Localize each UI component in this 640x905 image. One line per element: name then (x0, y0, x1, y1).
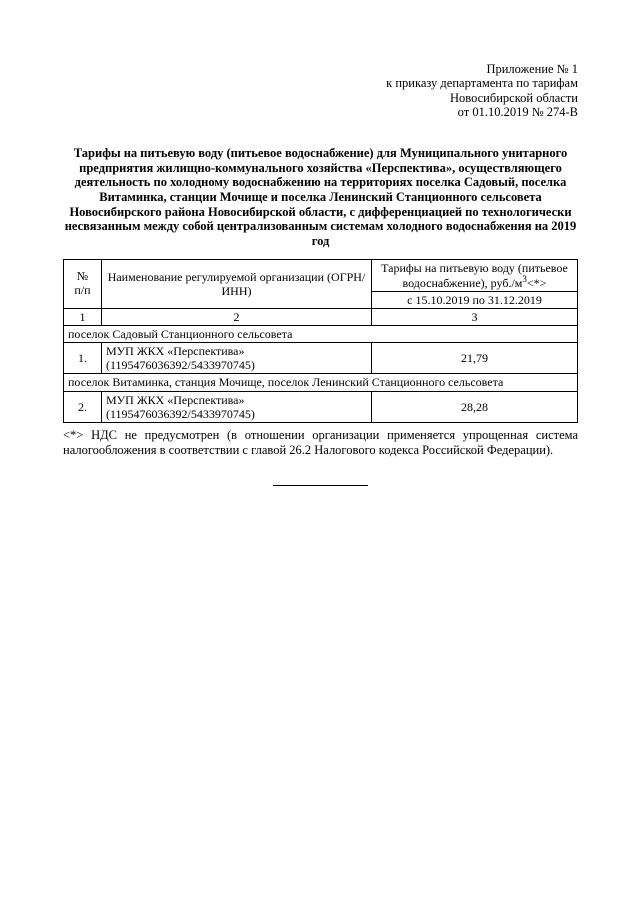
row-number-cell: 2. (64, 391, 102, 422)
table-row (64, 343, 578, 374)
tariff-value-cell: 28,28 (372, 391, 578, 422)
organization-ogrn-inn: (1195476036392/5433970745) (106, 358, 255, 373)
end-divider-line (273, 485, 368, 486)
organization-cell (102, 343, 372, 374)
section-row (64, 326, 578, 343)
column-number-1: 1 (64, 308, 102, 325)
tariff-table (63, 259, 578, 423)
footnote: <*> НДС не предусмотрен (в отношении организации применяется упрощенная система налогообложения в соответствии с главой 26.2 Налогового кодекса Российской Федерации). (63, 427, 578, 457)
organization-ogrn-inn: (1195476036392/5433970745) (106, 406, 255, 421)
header-line-date-number: от 01.10.2019 № 274-В (457, 104, 578, 119)
section-title-vitaminka: поселок Витаминка, станция Мочище, поселок Ленинский Станционного сельсовета (64, 374, 578, 391)
header-line-appendix: Приложение № 1 (486, 62, 578, 76)
tariff-value-cell: 21,79 (372, 343, 578, 374)
organization-name: МУП ЖКХ «Перспектива» (106, 344, 245, 359)
section-title-sadovy: поселок Садовый Станционного сельсовета (64, 326, 578, 343)
column-header-tariff: Тарифы на питьевую воду (питьевое водоснабжение), руб./м$^3$<*> (372, 260, 578, 291)
row-number-cell: 1. (64, 343, 102, 374)
header-line-order: к приказу департамента по тарифам (386, 76, 578, 91)
section-row (64, 374, 578, 391)
column-number-2: 2 (102, 308, 372, 325)
organization-name: МУП ЖКХ «Перспектива» (106, 392, 245, 407)
tariff-unit-superscript: 3 (522, 273, 527, 284)
document-header (63, 62, 578, 119)
header-line-region: Новосибирской области (449, 90, 578, 105)
tariff-footnote-ref: <*> (526, 275, 547, 290)
column-header-organization: Наименование регулируемой организации (ОГРН/ИНН) (102, 260, 372, 308)
document-title: Тарифы на питьевую воду (питьевое водоснабжение) для Муниципального унитарного предприятия жилищно-коммунального хозяйства «Перспектива», осуществляющего деятельность по холодному водоснабжению на территориях поселка Садовый, поселка Витаминка, станции Мочище и поселка Ленинский Станционного сельсовета Новосибирского района Новосибирской области, с дифференциацией по технологически несвязанным между собой централизованным системам холодного водоснабжения на 2019 год (64, 146, 577, 248)
table-row (64, 391, 578, 422)
tariff-period-cell: с 15.10.2019 по 31.12.2019 (372, 291, 578, 308)
organization-cell (102, 391, 372, 422)
column-header-num: № п/п (64, 260, 102, 308)
column-numbers-row (64, 308, 578, 325)
column-number-3: 3 (372, 308, 578, 325)
table-header-row (64, 260, 578, 291)
